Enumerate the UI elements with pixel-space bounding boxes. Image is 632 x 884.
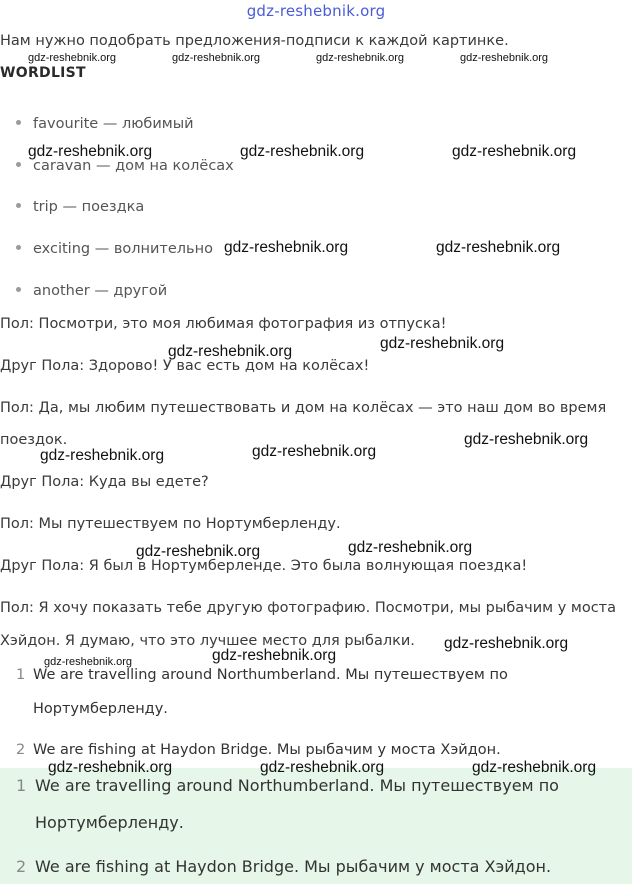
watermark: gdz-reshebnik.org: [436, 239, 561, 256]
watermark: gdz-reshebnik.org: [28, 52, 117, 64]
bullet-icon: [16, 287, 21, 292]
answer-number: 2: [16, 742, 26, 758]
watermark: gdz-reshebnik.org: [316, 52, 405, 64]
bullet-icon: [16, 120, 21, 125]
watermark: gdz-reshebnik.org: [168, 343, 293, 360]
dialogue-line: Друг Пола: Куда вы едете?: [0, 474, 209, 490]
watermark: gdz-reshebnik.org: [240, 143, 365, 160]
watermark: gdz-reshebnik.org: [348, 539, 473, 556]
watermark: gdz-reshebnik.org: [40, 447, 165, 464]
wordlist-item: caravan — дом на колёсах: [16, 158, 234, 174]
dialogue-line: Друг Пола: Здорово! У вас есть дом на колёсах!: [0, 358, 370, 374]
watermark: gdz-reshebnik.org: [444, 635, 569, 652]
answer-number: 1: [16, 776, 27, 795]
dialogue-line: Пол: Да, мы любим путешествовать и дом на колёсах — это наш дом во время: [0, 400, 607, 416]
answer-number: 2: [16, 857, 27, 876]
watermark: gdz-reshebnik.org: [260, 759, 385, 776]
dialogue-line: Пол: Посмотри, это моя любимая фотография из отпуска!: [0, 316, 447, 332]
watermark: gdz-reshebnik.org: [212, 647, 337, 664]
watermark: gdz-reshebnik.org: [224, 239, 349, 256]
dialogue-line: поездок.: [0, 432, 68, 448]
answer-line: We are fishing at Haydon Bridge. Мы рыбачим у моста Хэйдон.: [33, 742, 501, 758]
watermark: gdz-reshebnik.org: [472, 759, 597, 776]
answer-line: We are travelling around Northumberland. Мы путешествуем по: [35, 776, 559, 795]
bullet-icon: [16, 203, 21, 208]
bullet-icon: [16, 245, 21, 250]
wordlist-item: favourite — любимый: [16, 116, 194, 132]
watermark: gdz-reshebnik.org: [464, 431, 589, 448]
site-header-link[interactable]: gdz-reshebnik.org: [246, 2, 386, 20]
wordlist-item: trip — поездка: [16, 199, 144, 215]
watermark: gdz-reshebnik.org: [252, 443, 377, 460]
answer-line: Нортумберленду.: [33, 701, 168, 717]
watermark: gdz-reshebnik.org: [172, 52, 261, 64]
watermark: gdz-reshebnik.org: [380, 335, 505, 352]
watermark: gdz-reshebnik.org: [460, 52, 549, 64]
watermark: gdz-reshebnik.org: [28, 143, 153, 160]
answer-number: 1: [16, 667, 26, 683]
dialogue-line: Друг Пола: Я был в Нортумберленде. Это была волнующая поездка!: [0, 558, 528, 574]
watermark: gdz-reshebnik.org: [452, 143, 577, 160]
wordlist-item: exciting — волнительно: [16, 241, 213, 257]
watermark: gdz-reshebnik.org: [136, 543, 261, 560]
wordlist-title: WORDLIST: [0, 65, 86, 81]
bullet-icon: [16, 162, 21, 167]
dialogue-line: Пол: Я хочу показать тебе другую фотографию. Посмотри, мы рыбачим у моста: [0, 600, 616, 616]
watermark: gdz-reshebnik.org: [48, 759, 173, 776]
dialogue-line: Хэйдон. Я думаю, что это лучшее место для рыбалки.: [0, 633, 415, 649]
dialogue-line: Пол: Мы путешествуем по Нортумберленду.: [0, 516, 341, 532]
answer-line: We are fishing at Haydon Bridge. Мы рыбачим у моста Хэйдон.: [35, 857, 552, 876]
watermark: gdz-reshebnik.org: [44, 656, 133, 668]
task-intro: Нам нужно подобрать предложения-подписи к каждой картинке.: [0, 33, 509, 49]
wordlist-item: another — другой: [16, 283, 167, 299]
answer-line: We are travelling around Northumberland. Мы путешествуем по: [33, 667, 508, 683]
answer-line: Нортумберленду.: [35, 813, 184, 832]
